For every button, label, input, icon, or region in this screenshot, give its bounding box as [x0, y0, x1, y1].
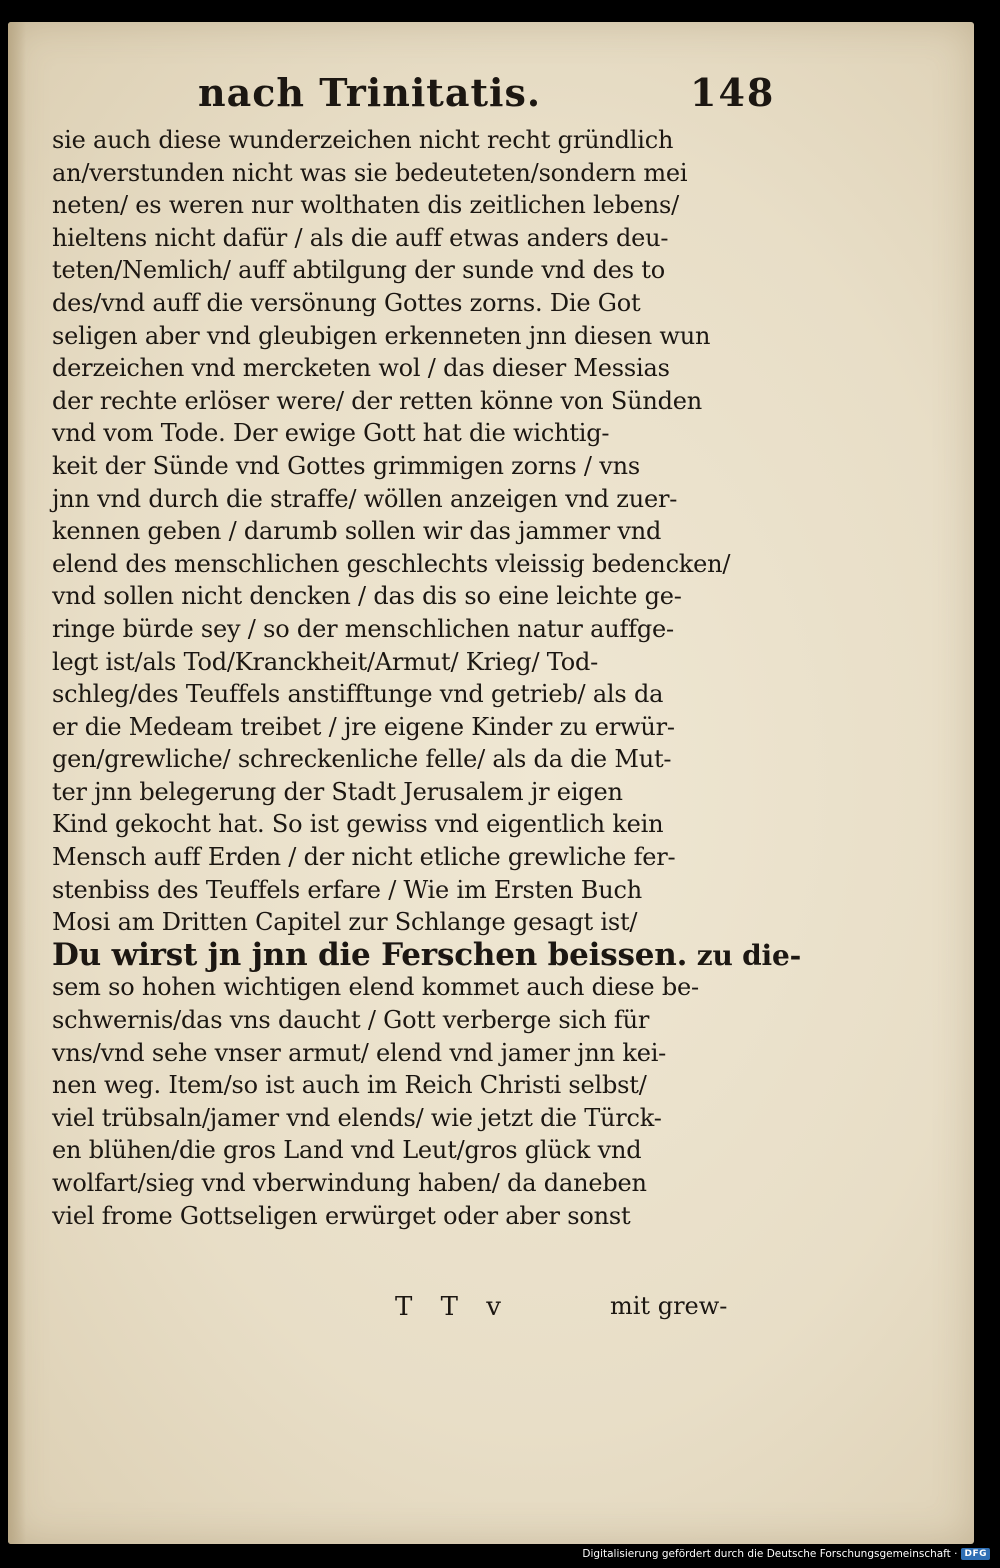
- text-line: kennen geben / darumb sollen wir das jammer vnd: [52, 517, 662, 546]
- text-line: des/vnd auff die versönung Gottes zorns. Die Got: [52, 288, 641, 317]
- text-line: der rechte erlöser were/ der retten könne von Sünden: [52, 386, 703, 415]
- text-line: vnd vom Tode. Der ewige Gott hat die wichtig-: [52, 419, 610, 448]
- dfg-logo: DFG: [961, 1548, 990, 1560]
- text-line: wolfart/sieg vnd vberwindung haben/ da daneben: [52, 1169, 647, 1197]
- text-line: viel trübsaln/jamer vnd elends/ wie jetzt die Türck-: [52, 1103, 662, 1132]
- quote-line-continuation: zu die-: [687, 938, 802, 972]
- text-line: sie auch diese wunderzeichen nicht recht gründlich: [52, 126, 674, 154]
- text-line: Mensch auff Erden / der nicht etliche grewliche fer-: [52, 843, 676, 872]
- text-line: ter jnn belegerung der Stadt Jerusalem jr eigen: [52, 777, 623, 806]
- text-line: derzeichen vnd mercketen wol / das dieser Messias: [52, 354, 670, 383]
- catchword: mit grew-: [610, 1292, 728, 1320]
- page-header: [0, 70, 1000, 126]
- running-head: nach Trinitatis.: [198, 70, 542, 115]
- text-line: en blühen/die gros Land vnd Leut/gros glück vnd: [52, 1136, 642, 1165]
- text-line: hieltens nicht dafür / als die auff etwas anders deu-: [52, 223, 669, 252]
- text-line: Kind gekocht hat. So ist gewiss vnd eigentlich kein: [52, 810, 664, 839]
- text-line: er die Medeam treibet / jre eigene Kinder zu erwür-: [52, 712, 675, 741]
- text-line: neten/ es weren nur wolthaten dis zeitlichen lebens/: [52, 191, 679, 220]
- text-line: Mosi am Dritten Capitel zur Schlange gesagt ist/: [52, 908, 638, 937]
- text-line: jnn vnd durch die straffe/ wöllen anzeigen vnd zuer-: [52, 484, 678, 513]
- text-line: an/verstunden nicht was sie bedeuteten/sondern mei: [52, 158, 688, 187]
- text-line: elend des menschlichen geschlechts vleissig bedencken/: [52, 549, 731, 578]
- emphasized-quote-line: [52, 936, 802, 973]
- text-line: schleg/des Teuffels anstifftunge vnd getrieb/ als da: [52, 680, 664, 709]
- folio-number: 148: [690, 70, 776, 115]
- text-line: viel frome Gottseligen erwürget oder aber sonst: [52, 1201, 631, 1230]
- page-gutter-shadow: [8, 22, 26, 1544]
- digitization-credit: [582, 1546, 990, 1562]
- text-line: schwernis/das vns daucht / Gott verberge sich für: [52, 1006, 650, 1035]
- text-line: stenbiss des Teuffels erfare / Wie im Ersten Buch: [52, 875, 642, 904]
- scripture-quote: Du wirst jn jnn die Ferschen beissen.: [52, 936, 688, 973]
- text-line: gen/grewliche/ schreckenliche felle/ als da die Mut-: [52, 745, 672, 774]
- text-line: seligen aber vnd gleubigen erkenneten jnn diesen wun: [52, 321, 711, 350]
- text-line: vns/vnd sehe vnser armut/ elend vnd jamer jnn kei-: [52, 1038, 667, 1067]
- text-line: ringe bürde sey / so der menschlichen natur auffge-: [52, 614, 674, 643]
- text-line: teten/Nemlich/ auff abtilgung der sunde vnd des to: [52, 256, 665, 285]
- body-text: [52, 124, 802, 1232]
- signature-mark: T T v: [395, 1292, 511, 1322]
- text-line: nen weg. Item/so ist auch im Reich Christi selbst/: [52, 1071, 647, 1100]
- credit-text: Digitalisierung gefördert durch die Deutsche Forschungsgemeinschaft ·: [582, 1548, 958, 1560]
- text-line: vnd sollen nicht dencken / das dis so eine leichte ge-: [52, 582, 682, 611]
- text-line: keit der Sünde vnd Gottes grimmigen zorns / vns: [52, 451, 640, 480]
- text-line: legt ist/als Tod/Kranckheit/Armut/ Krieg/ Tod-: [52, 647, 599, 676]
- text-line: sem so hohen wichtigen elend kommet auch diese be-: [52, 973, 699, 1002]
